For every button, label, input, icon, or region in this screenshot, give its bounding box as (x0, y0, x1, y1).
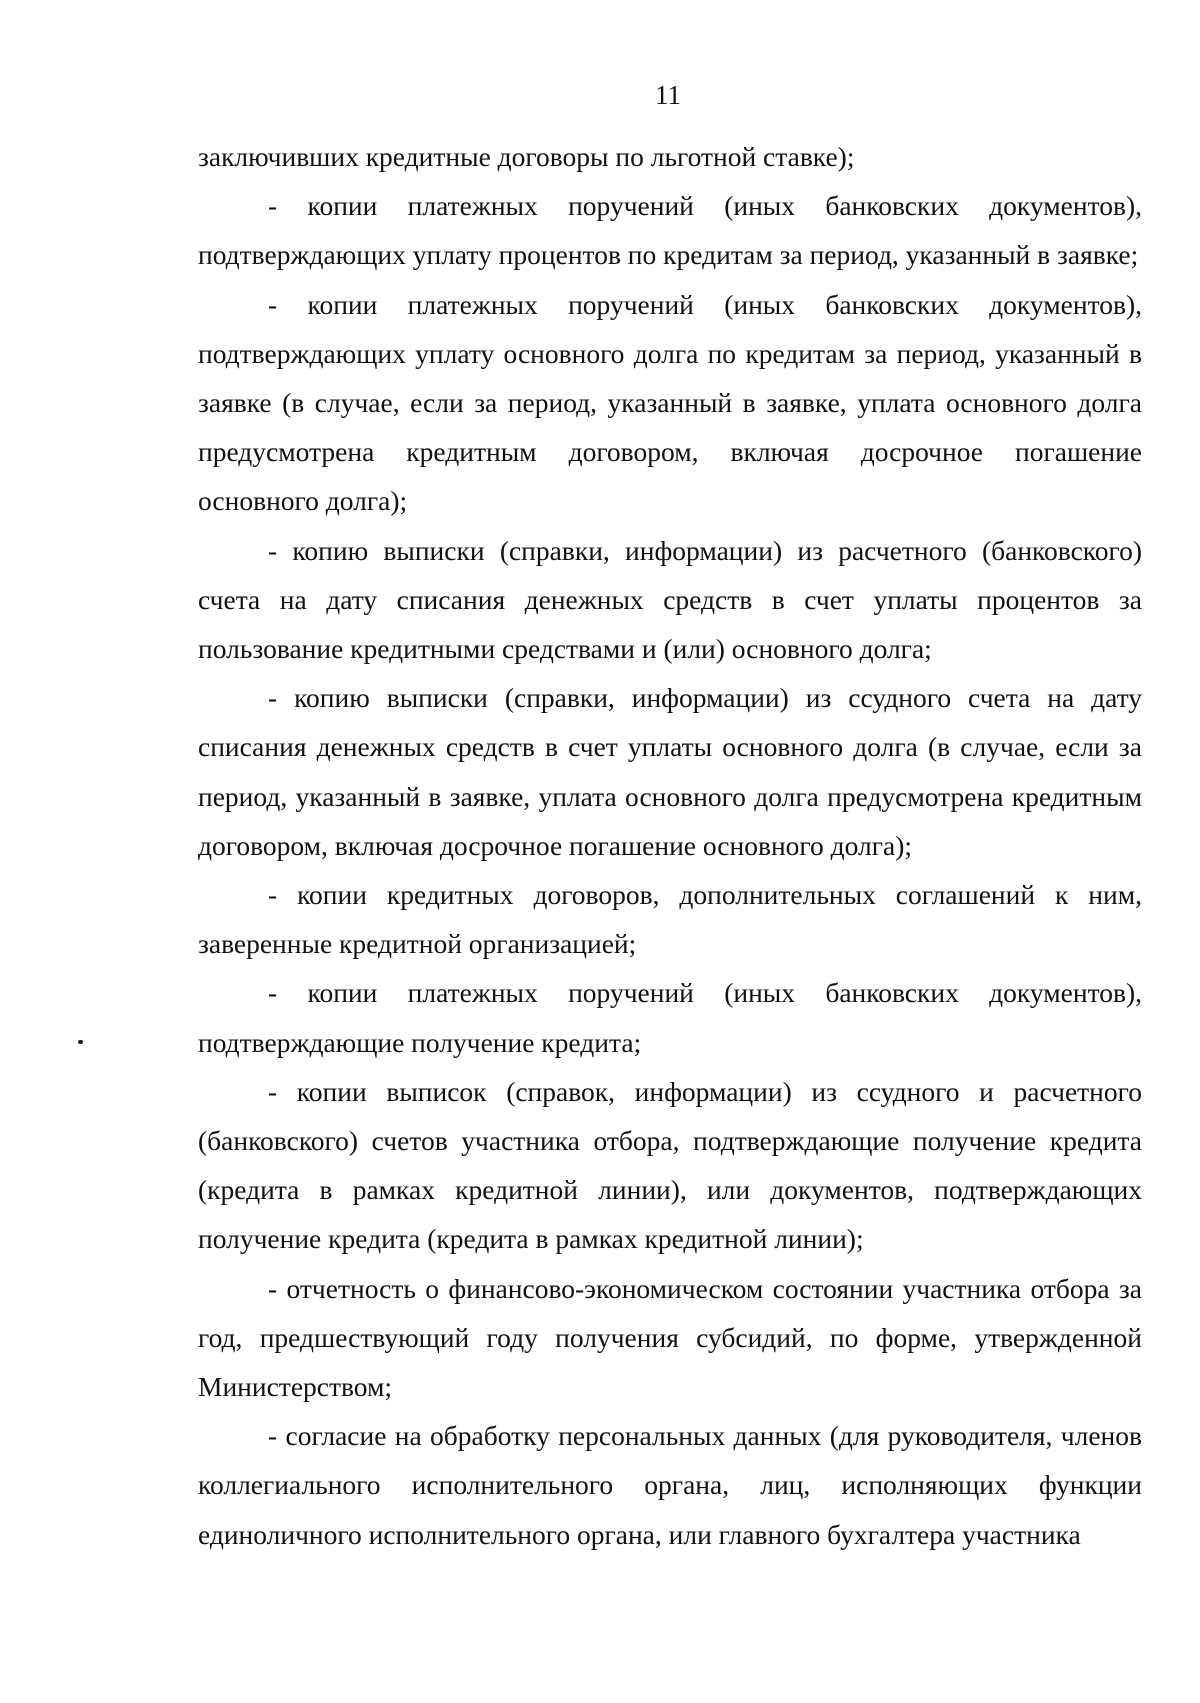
list-item-loan-account-statement: - копию выписки (справки, информации) из ссудного счета на дату списания денежных средств в счет уплаты основного долга (в случае, если за период, указанный в заявке, уплата основного долга предусмотрена кредитным договором, включая досрочное погашение основного долга); (198, 682, 1142, 861)
list-item-financial-report: - отчетность о финансово-экономическом состоянии участника отбора за год, предшествующий году получения субсидий, по форме, утвержденной Министерством; (198, 1272, 1142, 1403)
page-number: 11 (655, 80, 681, 110)
document-body (198, 132, 1142, 1559)
list-item-payment-orders-principal: - копии платежных поручений (иных банковских документов), подтверждающих уплату основного долга по кредитам за период, указанный в заявке (в случае, если за период, указанный в заявке, уплата основного долга предусмотрена кредитным договором, включая досрочное погашение основного долга); (198, 288, 1142, 517)
list-item-credit-agreements: - копии кредитных договоров, дополнительных соглашений к ним, заверенные кредитной организацией; (198, 879, 1142, 960)
list-item-payment-orders-interest: - копии платежных поручений (иных банковских документов), подтверждающих уплату процентов по кредитам за период, указанный в заявке; (198, 190, 1142, 271)
paragraph-continuation: заключивших кредитные договоры по льготной ставке); (198, 141, 855, 172)
list-item-personal-data-consent: - согласие на обработку персональных данных (для руководителя, членов коллегиального исполнительного органа, лиц, исполняющих функции единоличного исполнительного органа, или главного бухгалтера участника (198, 1420, 1142, 1550)
list-item-payment-orders-credit-receipt: - копии платежных поручений (иных банковских документов), подтверждающие получение кредита; (198, 977, 1142, 1058)
scan-speck (78, 1040, 83, 1044)
list-item-account-statements-credit-receipt: - копии выписок (справок, информации) из ссудного и расчетного (банковского) счетов участника отбора, подтверждающие получение кредита (кредита в рамках кредитной линии), или документов, подтверждающих получение кредита (кредита в рамках кредитной линии); (198, 1075, 1142, 1255)
list-item-settlement-account-statement: - копию выписки (справки, информации) из расчетного (банковского) счета на дату списания денежных средств в счет уплаты процентов за пользование кредитными средствами и (или) основного долга; (198, 534, 1142, 665)
